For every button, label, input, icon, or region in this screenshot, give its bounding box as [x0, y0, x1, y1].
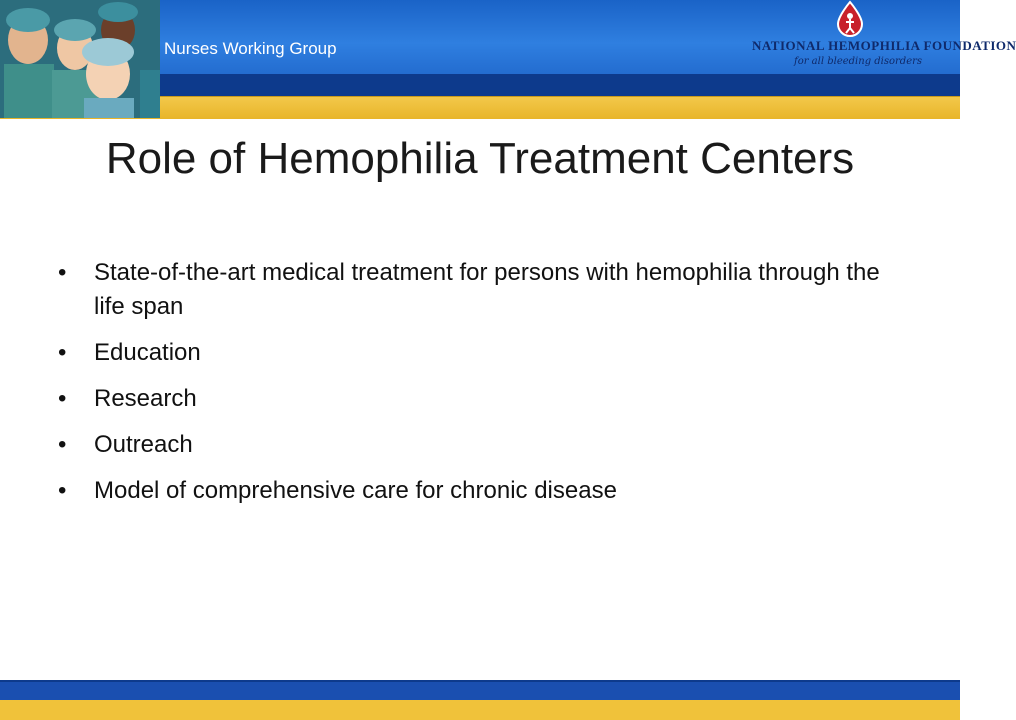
bullet-symbol: •: [58, 339, 67, 366]
bullet-list: [58, 256, 898, 520]
bullet-symbol: •: [58, 431, 67, 458]
bullet-text: State-of-the-art medical treatment for persons with hemophilia through the life span: [94, 259, 880, 320]
footer-blue-stripe: [0, 680, 960, 702]
nurses-photo: [0, 0, 160, 118]
bullet-text: Outreach: [94, 431, 193, 458]
group-label: Nurses Working Group: [164, 39, 337, 58]
bullet-symbol: •: [58, 477, 67, 504]
logo-org-name: NATIONAL HEMOPHILIA FOUNDATION: [752, 38, 1016, 53]
bullet-text: Research: [94, 385, 197, 412]
nhf-logo: [742, 0, 1016, 74]
bullet-item: [58, 382, 898, 416]
logo-tagline: for all bleeding disorders: [794, 56, 923, 67]
bullet-symbol: •: [58, 259, 67, 286]
bullet-item: [58, 474, 898, 508]
bullet-item: [58, 336, 898, 370]
bullet-text: Education: [94, 339, 201, 366]
blood-drop-icon: [832, 0, 868, 36]
bullet-item: [58, 256, 898, 324]
footer-gold-stripe: [0, 700, 960, 720]
bullet-text: Model of comprehensive care for chronic disease: [94, 477, 617, 504]
nurses-photo-illustration: [0, 0, 160, 118]
bullet-symbol: •: [58, 385, 67, 412]
slide-title: Role of Hemophilia Treatment Centers: [105, 134, 855, 183]
bullet-item: [58, 428, 898, 462]
